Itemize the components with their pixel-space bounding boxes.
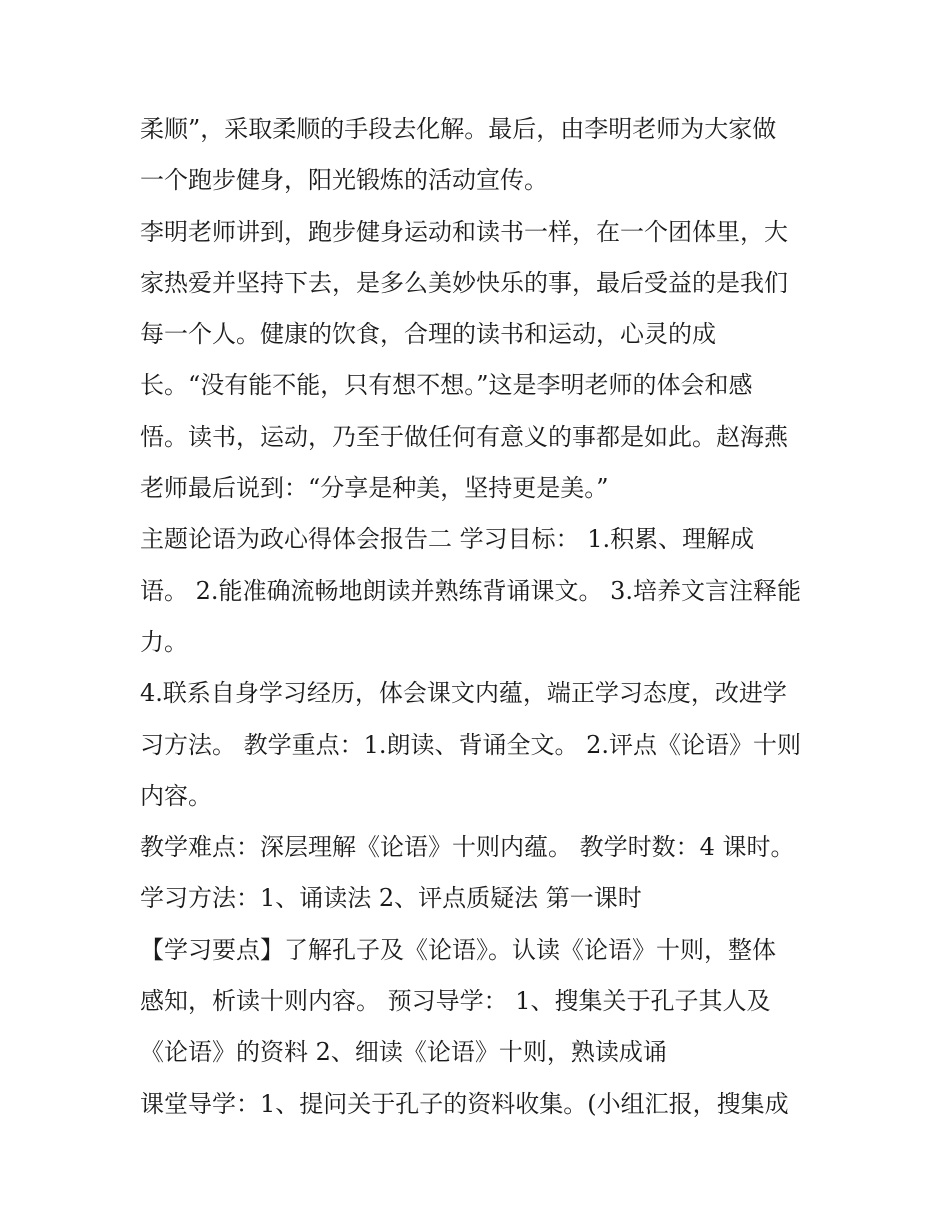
document-body (140, 104, 820, 1130)
text-line: 4.联系自身学习经历，体会课文内蕴，端正学习态度，改进学 (140, 679, 787, 708)
text-line: 家热爱并坚持下去，是多么美妙快乐的事，最后受益的是我们 (140, 268, 788, 297)
text-line: 悟。读书，运动，乃至于做任何有意义的事都是如此。赵海燕 (140, 422, 788, 451)
text-line: 老师最后说到：“分享是种美，坚持更是美。” (140, 474, 609, 503)
text-line: 语。 2.能准确流畅地朗读并熟练背诵课文。 3.培养文言注释能 (140, 576, 802, 605)
text-line: 长。“没有能不能，只有想不想。”这是李明老师的体会和感 (140, 371, 753, 400)
text-line: 课堂导学：1、提问关于孔子的资料收集。(小组汇报，搜集成 (140, 1089, 789, 1118)
text-line: 内容。 (140, 781, 212, 810)
text-line: 习方法。 教学重点：1.朗读、背诵全文。 2.评点《论语》十则 (140, 730, 802, 759)
text-line: 每一个人。健康的饮食，合理的读书和运动，心灵的成 (140, 320, 716, 349)
text-line: 感知，析读十则内容。 预习导学： 1、搜集关于孔子其人及 (140, 987, 771, 1016)
text-line: 学习方法：1、诵读法 2、评点质疑法 第一课时 (140, 884, 642, 913)
text-line: 柔顺”，采取柔顺的手段去化解。最后，由李明老师为大家做 (140, 115, 777, 143)
text-line: 李明老师讲到，跑步健身运动和读书一样，在一个团体里，大 (140, 217, 788, 246)
text-line: 【学习要点】了解孔子及《论语》。认读《论语》十则，整体 (140, 935, 776, 964)
text-line: 《论语》的资料 2、细读《论语》十则，熟读成诵 (140, 1038, 667, 1067)
text-line: 教学难点：深层理解《论语》十则内蕴。 教学时数：4 课时。 (140, 833, 795, 862)
text-line: 一个跑步健身，阳光锻炼的活动宣传。 (140, 166, 548, 195)
text-line: 主题论语为政心得体会报告二 学习目标： 1.积累、理解成 (140, 525, 755, 554)
text-line: 力。 (140, 627, 188, 656)
